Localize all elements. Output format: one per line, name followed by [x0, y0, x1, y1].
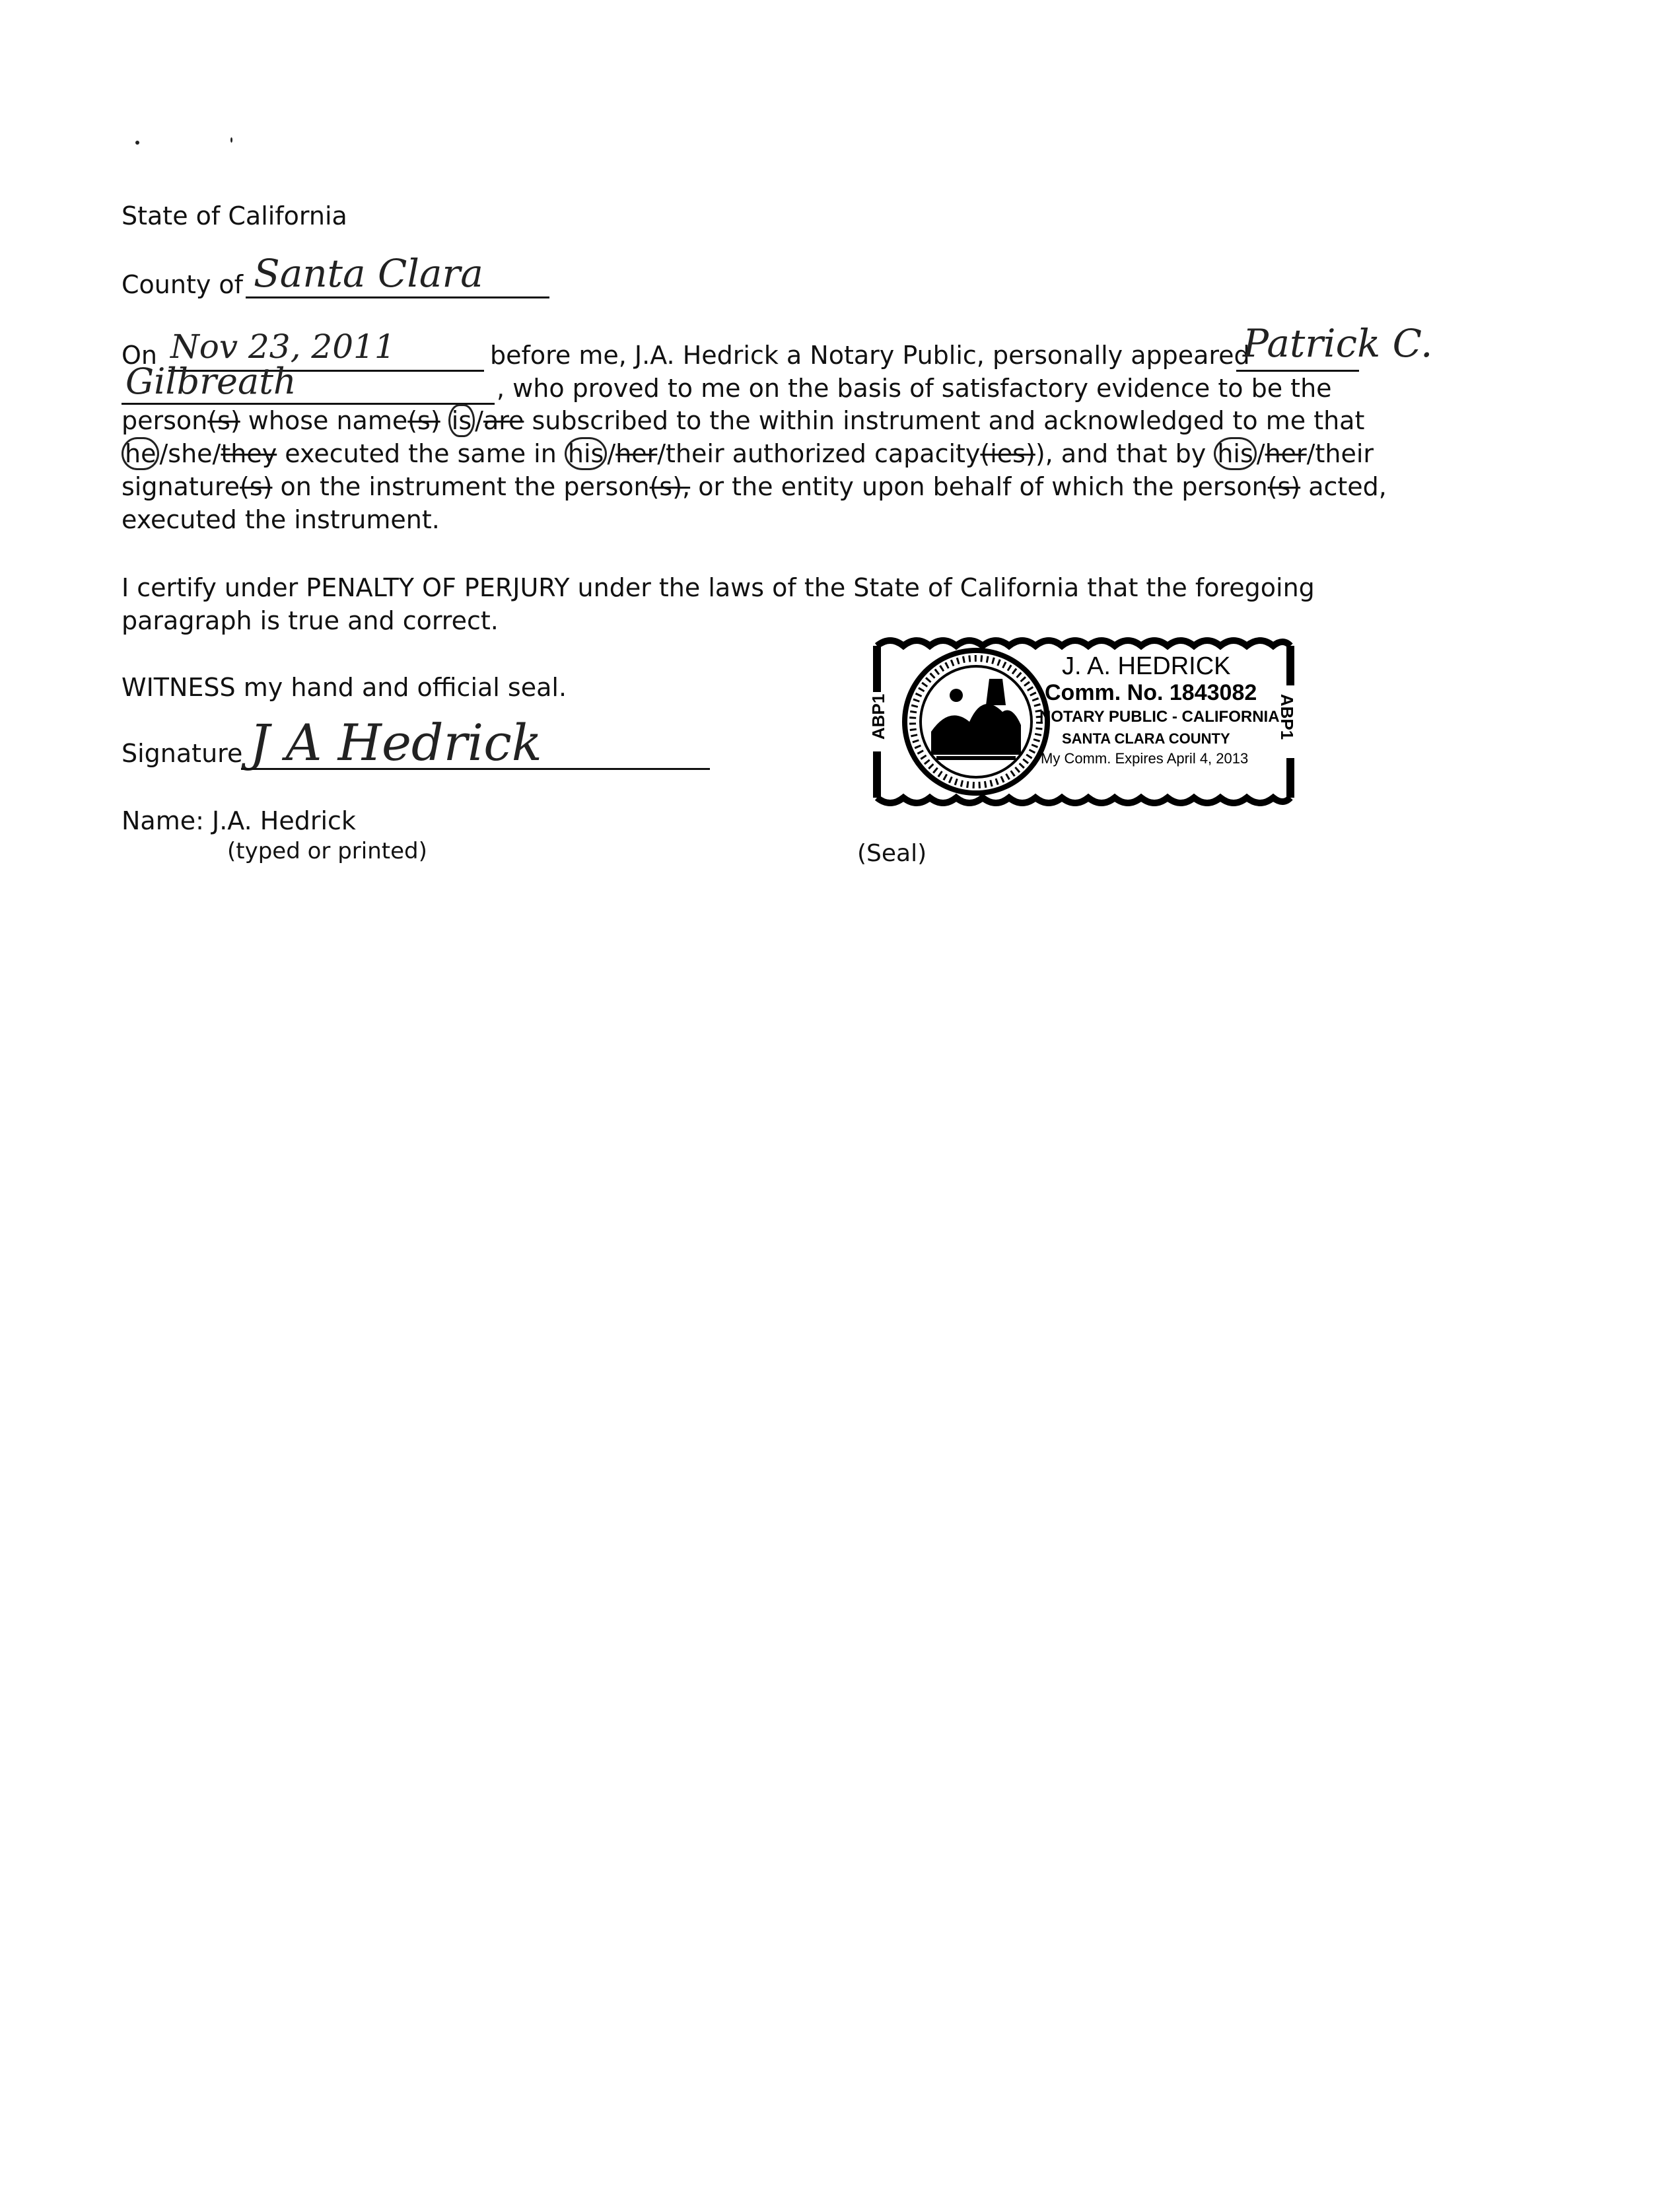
text-fragment: /their — [1306, 439, 1374, 468]
text-fragment: / — [1256, 439, 1265, 468]
stamp-name: J. A. HEDRICK — [1062, 652, 1231, 680]
stray-mark — [230, 137, 232, 143]
circled-text: he — [122, 437, 159, 470]
struck-text: they — [221, 439, 277, 468]
certify-line-1: I certify under PENALTY OF PERJURY under the laws of the State of California that the foregoing — [122, 573, 1315, 602]
struck-text: her — [1265, 439, 1307, 468]
witness-line: WITNESS my hand and official seal. — [122, 673, 567, 702]
acknowledgment-line-6: executed the instrument. — [122, 505, 440, 534]
text-fragment: authorized capacity — [724, 439, 981, 468]
typed-note: (typed or printed) — [227, 838, 427, 864]
county-label: County of — [122, 270, 244, 299]
acknowledgment-line-4 — [122, 437, 1374, 470]
signature-handwritten: J A Hedrick — [250, 713, 542, 772]
state-line: State of California — [122, 201, 347, 230]
text-fragment: signature — [122, 472, 240, 501]
appeared-name-handwritten-2: Gilbreath — [125, 361, 297, 402]
struck-text: (s) — [240, 472, 273, 501]
stray-mark — [135, 141, 139, 145]
acknowledgment-line-3 — [122, 404, 1364, 437]
text-fragment: or the entity upon behalf of which the person — [690, 472, 1268, 501]
text-fragment: / — [475, 406, 483, 435]
struck-text: (s) — [207, 406, 240, 435]
certify-line-2: paragraph is true and correct. — [122, 606, 499, 635]
struck-text: (ies) — [980, 439, 1035, 468]
date-handwritten: Nov 23, 2011 — [170, 328, 396, 366]
struck-text: (s) — [1267, 472, 1301, 501]
county-handwritten: Santa Clara — [254, 251, 483, 296]
appeared-name-handwritten: Patrick C. — [1243, 321, 1433, 366]
text-fragment: subscribed to the within instrument and acknowledged to me that — [524, 406, 1365, 435]
text-fragment: ), and that by — [1035, 439, 1214, 468]
text-fragment: person — [122, 406, 208, 435]
on-label: On — [122, 341, 157, 370]
stamp-comm-no: Comm. No. 1843082 — [1045, 680, 1257, 705]
stamp-expires: My Comm. Expires April 4, 2013 — [1041, 750, 1249, 767]
signature-underline — [241, 768, 710, 770]
text-fragment: she/ — [168, 439, 221, 468]
stamp-side-code-left: ABP1 — [868, 693, 889, 740]
stamp-side-code-right: ABP1 — [1277, 693, 1298, 740]
text-fragment: /their — [657, 439, 724, 468]
text-fragment: whose name — [240, 406, 408, 435]
stamp-notary-public: NOTARY PUBLIC - CALIFORNIA — [1039, 708, 1280, 726]
stamp-county: SANTA CLARA COUNTY — [1062, 730, 1230, 747]
name-line: Name: J.A. Hedrick — [122, 806, 356, 835]
acknowledgment-line-5 — [122, 470, 1387, 503]
seal-label: (Seal) — [857, 840, 927, 867]
struck-text: (s) — [407, 406, 440, 435]
struck-text: her — [615, 439, 658, 468]
struck-text: (s), — [649, 472, 691, 501]
text-fragment: acted, — [1300, 472, 1387, 501]
signature-label: Signature — [122, 739, 243, 768]
county-underline — [246, 296, 549, 298]
notary-stamp — [870, 633, 1297, 810]
before-me-text: before me, J.A. Hedrick a Notary Public, personally appeared — [490, 341, 1250, 370]
circled-text: is — [448, 404, 475, 437]
text-fragment: / — [159, 439, 168, 468]
circled-text: his — [1214, 437, 1256, 470]
circled-text: his — [565, 437, 607, 470]
struck-text: are — [483, 406, 524, 435]
text-fragment: / — [607, 439, 616, 468]
text-fragment: on the instrument the person — [272, 472, 650, 501]
proved-text: , who proved to me on the basis of satisfactory evidence to be the — [497, 374, 1332, 403]
text-fragment: executed the same in — [277, 439, 565, 468]
